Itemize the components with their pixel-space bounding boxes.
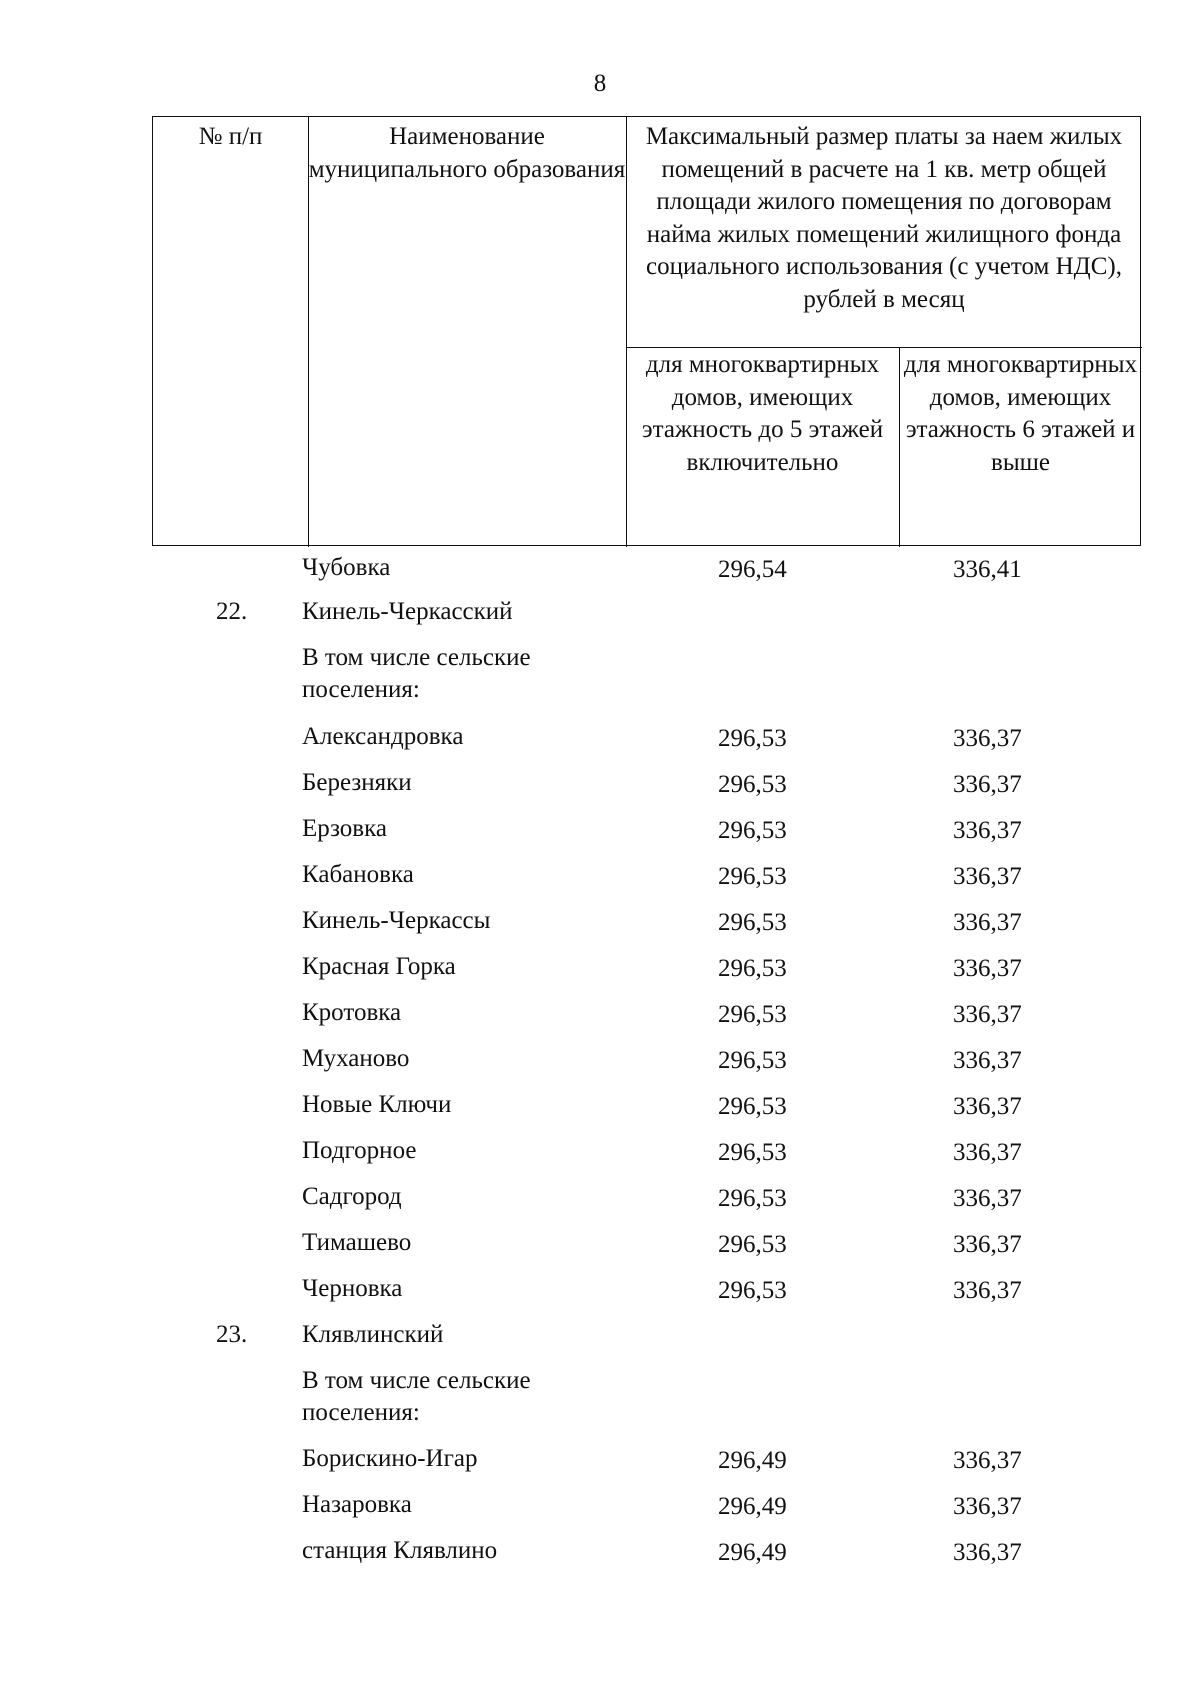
row-name: Новые Ключи [302, 1091, 452, 1118]
row-name: Березняки [302, 769, 412, 796]
table-row [0, 1089, 1200, 1135]
row-name: Кротовка [302, 999, 402, 1026]
row-value-up-to-5: 296,54 [718, 556, 787, 583]
table-row [0, 1365, 1200, 1443]
row-name: Клявлинский [302, 1321, 444, 1348]
row-name: Красная Горка [302, 953, 456, 980]
row-name: Кинель-Черкасский [302, 598, 513, 625]
table-row [0, 1489, 1200, 1535]
row-value-up-to-5: 296,53 [718, 1277, 787, 1304]
row-name: Кабановка [302, 861, 414, 888]
table-row [0, 1273, 1200, 1319]
table-row [0, 767, 1200, 813]
row-value-6-plus: 336,37 [953, 725, 1022, 752]
row-value-up-to-5: 296,53 [718, 817, 787, 844]
row-name: Назаровка [302, 1491, 412, 1518]
header-subcol-6-floors-and-above: для многоквартирных домов, имеющих этажность 6 этажей и выше [903, 351, 1138, 476]
table-row [0, 721, 1200, 767]
row-value-up-to-5: 296,53 [718, 725, 787, 752]
table-row [0, 552, 1200, 596]
row-name: В том числе сельские поселения: [302, 1367, 531, 1426]
row-number: 23. [216, 1321, 248, 1348]
row-name: станция Клявлино [302, 1537, 498, 1564]
table-row [0, 813, 1200, 859]
row-name: Кинель-Черкассы [302, 907, 491, 934]
header-subcol-up-to-5-floors: для многоквартирных домов, имеющих этажность до 5 этажей включительно [641, 351, 884, 476]
row-value-6-plus: 336,37 [953, 1047, 1022, 1074]
row-value-6-plus: 336,37 [953, 771, 1022, 798]
row-name: Александровка [302, 723, 464, 750]
row-name: Чубовка [302, 554, 391, 581]
table-row [0, 859, 1200, 905]
row-value-6-plus: 336,37 [953, 817, 1022, 844]
row-value-6-plus: 336,41 [953, 556, 1022, 583]
row-value-6-plus: 336,37 [953, 909, 1022, 936]
table-row [0, 1227, 1200, 1273]
table-row [0, 1043, 1200, 1089]
row-name: В том числе сельские поселения: [302, 644, 531, 703]
row-value-up-to-5: 296,53 [718, 1231, 787, 1258]
table-body [0, 552, 1200, 1581]
table-row [0, 642, 1200, 721]
table-row [0, 1535, 1200, 1581]
row-value-up-to-5: 296,53 [718, 909, 787, 936]
row-value-6-plus: 336,37 [953, 1185, 1022, 1212]
row-number: 22. [216, 598, 248, 625]
header-col-number: № п/п [198, 123, 263, 150]
table-row [0, 1135, 1200, 1181]
row-value-6-plus: 336,37 [953, 1231, 1022, 1258]
table-row [0, 596, 1200, 642]
row-name: Ерзовка [302, 815, 387, 842]
row-value-6-plus: 336,37 [953, 1493, 1022, 1520]
row-value-6-plus: 336,37 [953, 1093, 1022, 1120]
row-name: Муханово [302, 1045, 410, 1072]
row-value-up-to-5: 296,53 [718, 1047, 787, 1074]
header-col-max-fee: Максимальный размер платы за наем жилых помещений в расчете на 1 кв. метр общей площади жилого помещения по договорам найма жилых помещений жилищного фонда социального использования (с учетом НДС), рублей в месяц [645, 123, 1123, 313]
row-value-up-to-5: 296,53 [718, 1093, 787, 1120]
table-row [0, 1443, 1200, 1489]
row-value-6-plus: 336,37 [953, 955, 1022, 982]
table-row [0, 905, 1200, 951]
row-value-6-plus: 336,37 [953, 1001, 1022, 1028]
row-value-up-to-5: 296,49 [718, 1447, 787, 1474]
row-name: Черновка [302, 1275, 403, 1302]
row-value-up-to-5: 296,49 [718, 1539, 787, 1566]
page-number: 8 [593, 70, 607, 97]
row-value-6-plus: 336,37 [953, 1539, 1022, 1566]
row-value-up-to-5: 296,49 [718, 1493, 787, 1520]
table-row [0, 997, 1200, 1043]
row-value-6-plus: 336,37 [953, 863, 1022, 890]
row-value-up-to-5: 296,53 [718, 771, 787, 798]
row-value-up-to-5: 296,53 [718, 955, 787, 982]
row-value-up-to-5: 296,53 [718, 863, 787, 890]
row-value-up-to-5: 296,53 [718, 1185, 787, 1212]
row-divider [626, 347, 1142, 348]
table-row [0, 1181, 1200, 1227]
table-row [0, 1319, 1200, 1365]
row-value-6-plus: 336,37 [953, 1447, 1022, 1474]
row-name: Подгорное [302, 1137, 417, 1164]
row-name: Тимашево [302, 1229, 412, 1256]
row-value-6-plus: 336,37 [953, 1277, 1022, 1304]
row-name: Борискино-Игар [302, 1445, 478, 1472]
table-header [152, 116, 1141, 546]
row-value-6-plus: 336,37 [953, 1139, 1022, 1166]
row-value-up-to-5: 296,53 [718, 1001, 787, 1028]
row-name: Садгород [302, 1183, 402, 1210]
row-value-up-to-5: 296,53 [718, 1139, 787, 1166]
header-col-name: Наименование муниципального образования [308, 123, 626, 183]
table-row [0, 951, 1200, 997]
